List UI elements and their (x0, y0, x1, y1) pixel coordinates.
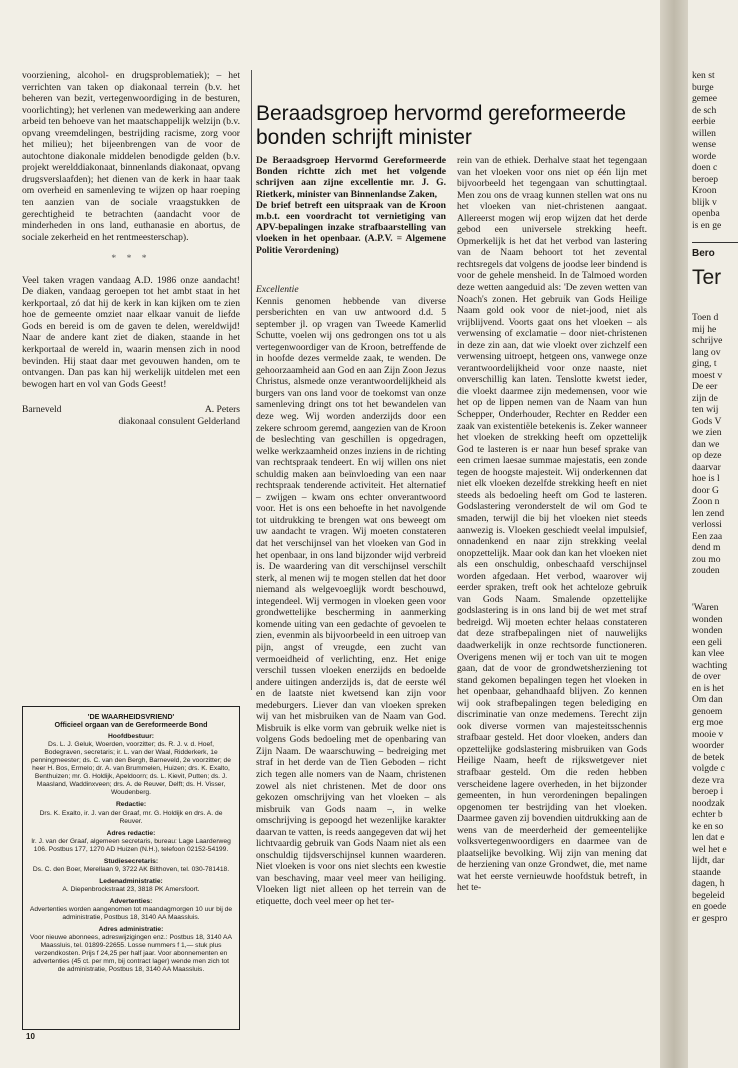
text-line: doen c (692, 162, 718, 173)
text-line: zijn de (692, 392, 718, 404)
colophon-body: A. Diepenbrockstraat 23, 3818 PK Amersfoort. (62, 885, 200, 893)
text-line: dagen, h (692, 878, 725, 889)
article-body: rein van de ethiek. Derhalve staat het tegengaan van het vloeken voor ons niet op één lijn met bijvoorbeeld het tegengaan van schuttingtaal. Men zou ons de vraag kunnen stellen wat ons nu het vloeken van niet-christenen aangaat. Allereerst mogen wij erop wijzen dat het derde gebod een universele strekking heeft. Opmerkelijk is het dat het verbod van lastering van de Naam behoort tot het zevental rechtsregels dat volgens de joodse leer bindend is voor de gehele mensheid. In de Talmoed worden deze wetten aangeduid als: 'De zeven wetten van Noach's zonen. Het gebruik van Gods Heilige Naam gold ook voor de niet-jood, niet als vrijblijvend. Voorts gaat ons het vloeken – als verwensing of exclamatie – door niet-christenen in deze zin aan, dat wie vloekt over zichzelf een verwensing uitroept, hetgeen ons, vanwege onze verantwoordelijkheid voor onze naaste, niet onverschillig kan laten. Tenslotte kwetst ieder, die vloekt daarmee zijn medemensen, voor wie het op de lippen nemen van de Naam van hun Schepper, Onderhouder, Rechter en Redder een zaak van existentiële betekenis is. Zeker wanneer het vloeken de strekking heeft om opzettelijk God te lasteren is er naar hun besef sprake van een crimen laesae summae majestatis, een zonde tegen de hoogste majesteit. Wij onderkennen dat niet elk vloeken dezelfde strekking heeft en niet steeds als bedoeling heeft om God te lasteren. Godslastering veronderstelt de wil om God te smaden, terwijl die bij het vloeken niet steeds aanwezig is. Vloeken geschiedt veelal impulsief, onnadenkend en naar zijn strekking veelal onopzettelijk. Maar ook dan kan het vloeken niet als een onschuldig, onbeschaafd verschijnsel worden afgedaan. Het verbod, waarover wij eerder spraken, treft ook het achteloze gebruik van Gods Naam. Smalende opzettelijke godslastering is in ons land bij de wet met straf bedreigd. Wij moeten echter helaas constateren dat deze strafbepalingen niet of nauwelijks daadwerkelijk in onze rechtsorde functioneren. Overigens menen wij er toch van uit te mogen gaan, dat de voor de grondwetsherziening tot stand gekomen bepalingen tegen het vloeken in het openbaar, gehandhaafd blijven. Zo kennen wij ook strafbepalingen tegen belediging en discriminatie van onze medemens. Terecht zijn ook diverse vormen van majesteitsschennis strafbaar gesteld. Het door vloeken, anders dan opzettelijke godslastering misbruiken van Gods Heilige Naam, heeft de rijkswetgever niet strafbaar gesteld. Om die reden hebben verscheidene lagere overheden, in het bijzonder gemeenten, in hun verordeningen bepalingen opgenomen ter bestrijding van het vloeken. Daarmee gaven zij bovendien uitdrukking aan de wens van de meerderheid der gemeentelijke volksvertegenwoordigers en daarmee van de plaatselijke bevolking. Wij zijn van mening dat de herziening van onze Grondwet, die, met name wat het eerste vernieuwde hoofdstuk betreft, in het te- (457, 155, 647, 894)
text-line: Om dan (692, 694, 723, 705)
text-line: Toen d (692, 312, 719, 323)
text-line: Kroon (692, 185, 717, 196)
colophon-body: Ir. J. van der Graaf, algemeen secretaris, bureau: Lage Laarderweg 106. Postbus 177, 1270 AD Huizen (N.H.), telefoon 02152-54199. (31, 837, 231, 853)
text-line: en is het (692, 682, 724, 694)
colophon-heading: Adres administratie: (98, 926, 164, 934)
text-line: worde (692, 150, 716, 162)
text-line: schrijve (692, 335, 723, 346)
text-line: er gespro (692, 912, 728, 924)
text-line: openba (692, 208, 720, 219)
text-line: beroep i (692, 786, 724, 797)
text-line: de betek (692, 751, 725, 763)
text-line: Een zaa (692, 530, 723, 542)
colophon-heading: Advertenties: (109, 897, 153, 905)
text-line: op deze (692, 450, 722, 461)
text-line: verlossi (692, 519, 722, 530)
page-fold (660, 0, 688, 1068)
colophon-heading: Redactie: (115, 801, 147, 809)
text-line: staande (692, 866, 721, 878)
article-intro (256, 155, 446, 256)
text-line: wel het e (692, 843, 727, 855)
text-line: erg moe (692, 717, 723, 728)
next-page-section-label: Bero (692, 248, 715, 259)
text-line: woorder (692, 740, 724, 751)
left-column-paragraph: Veel taken vragen vandaag A.D. 1986 onze aandacht! De diaken, vandaag geroepen tot het ambt staat in het kerkportaal, zó dat hij de kerk in kan kijken om te zien hoe de gemeente omziet naar elkaar vanuit de liefde Gods en bereid is om de gaven te delen, wereldwijd! Naar de andere kant ziet de diaken, staande in het kerkportaal de wereld in, waarin mensen zich in nood bevinden. Hij staat daar met gevouwen handen, om te ontvangen. Dan pas kan hij werkelijk uitdelen met een bewogen hart en vol van Gods Geest! (22, 274, 240, 390)
text-line: de sch (692, 104, 717, 116)
colophon-heading: Adres redactie: (106, 829, 156, 837)
text-line: dend m (692, 542, 721, 553)
colophon-title: 'DE WAARHEIDSVRIEND' (87, 712, 175, 721)
text-line: beroep (692, 173, 719, 185)
next-page-column (692, 312, 724, 577)
colophon-body: Voor nieuwe abonnees, adreswijzigingen enz.: Postbus 18, 3140 AA Maassluis, tel. 01899-22655. Losse nummers f 1,— stuk plus verzendkosten. Prijs f 24,25 per half jaar. Voor abonnementen en advertenties (45 ct. per mm, bij contract lager) wende men zich tot de administratie, Postbus 18, 3140 AA Maassluis. (30, 934, 232, 974)
text-line: Gods V (692, 415, 722, 427)
text-line: daarvar (692, 461, 721, 473)
colophon-subtitle: Officieel orgaan van de Gereformeerde Bond (54, 720, 208, 730)
page-number: 10 (26, 1032, 35, 1041)
article-headline: Beraadsgroep hervormd gereformeerde bonden schrijft minister (256, 102, 627, 149)
colophon-body: Ds. L. J. Geluk, Woerden, voorzitter; ds. R. J. v. d. Hoef, Bodegraven, secretaris; ir. L. van der Waal, Ridderkerk, 1e penningmeester; ds. C. van den Bergh, Barneveld, 2e voorzitter; de heer H. Bos, Ermelo; dr. A. van Brummelen, Huizen; drs. K. Exalto, Benthuizen; mr. G. Holdijk, Apeldoorn; ds. L. Kievit, Putten; ds. J. Maasland, Waddinxveen; drs. A. de Reuver, Delft; ds. H. Visser, Woudenberg. (31, 741, 231, 797)
text-line: zouden (692, 565, 720, 576)
newspaper-page-right-edge (688, 0, 738, 1068)
colophon-heading: Studiesecretaris: (103, 857, 159, 865)
signature-name: A. Peters (204, 404, 240, 416)
text-line: hoe is l (692, 473, 720, 484)
signature-role: diakonaal consulent Gelderland (118, 415, 240, 427)
text-line: de over (692, 671, 721, 682)
article-salutation: Excellentie (256, 284, 299, 295)
text-line: wonden (692, 625, 723, 636)
text-line: gemee (692, 93, 718, 104)
text-line: lijdt, dar (692, 855, 725, 866)
text-line: moest v (692, 369, 723, 381)
text-line: Zoon n (692, 496, 720, 507)
next-page-column (692, 70, 721, 231)
signature-block (22, 404, 240, 427)
text-line: lang ov (692, 346, 721, 358)
section-divider: * * * (111, 253, 151, 265)
text-line: dan we (692, 438, 720, 450)
text-line: begeleid (692, 889, 725, 901)
left-column (22, 70, 240, 427)
text-line: ken st (692, 70, 715, 81)
left-column-paragraph: voorziening, alcohol- en drugsproblematiek); – het verrichten van taken op diakonaal terrein (b.v. het beheren van bezit, vertegenwoordiging in de besturen, voorlichting); het verlenen van medewerking aan andere arbeid ten behoeve van het maatschappelijk welzijn (b.v. opvang vreemdelingen, bestrijding racisme, zorg voor het milieu); het bijeenbrengen van de voor de autochtone diakonale middelen benodigde gelden (b.v. projekt werelddiakonaat, binnenlands diakonaat, opvang drugsverslaafden); het dienen van de kerk in haar taak om overheid en samenleving te wijzen op haar roeping ten aanzien van de sociale vraagstukken de gerechtigheid te betrachten (aandacht voor de minderheden in ons land, euthanasie en abortus, de sociale zekerheid en het rentmeesterschap). (22, 70, 240, 243)
colophon-heading: Ledenadministratie: (99, 877, 163, 885)
text-line: en goede (692, 901, 727, 912)
text-line: een geli (692, 636, 723, 648)
colophon-heading: Hoofdbestuur: (107, 733, 155, 741)
text-line: genoem (692, 705, 723, 717)
colophon-body: Ds. C. den Boer, Merellaan 9, 3722 AK Bilthoven, tel. 030-781418. (32, 865, 230, 873)
text-line: De eer (692, 381, 718, 392)
colophon-body: Advertenties worden aangenomen tot maandagmorgen 10 uur bij de administratie, Postbus 18, 3140 AA Maassluis. (29, 905, 233, 922)
text-line: deze vra (692, 774, 725, 786)
text-line: ten wij (692, 404, 719, 415)
text-line: wachting (692, 659, 728, 671)
text-line: door G (692, 484, 719, 496)
text-line: len dat e (692, 832, 725, 843)
article-column-right (457, 155, 647, 894)
text-line: len zend (692, 507, 725, 519)
text-line: wense (692, 139, 716, 150)
text-line: blijk v (692, 196, 717, 208)
colophon-body: Drs. K. Exalto, ir. J. van der Graaf, mr. G. Holdijk en drs. A. de Reuver. (39, 809, 223, 825)
text-line: noodzak (692, 797, 725, 809)
next-page-headline: Ter (692, 266, 722, 289)
colophon-box (22, 706, 240, 1030)
text-line: volgde c (692, 763, 725, 774)
article-intro-paragraph: De Beraadsgroep Hervormd Gereformeerde Bonden richtte zich met het volgende schrijven aan zijne excellentie mr. J. G. Rietkerk, minister van Binnenlandse Zaken, (256, 155, 446, 200)
article-intro-paragraph: De brief betreft een uitspraak van de Kroon m.b.t. een voordracht tot vernietiging van APV-bepalingen inzake strafbaarstelling van vloeken in het openbaar. (A.P.V. = Algemene Politie Verordening) (256, 199, 446, 256)
text-line: zou mo (692, 553, 721, 565)
text-line: echter b (692, 809, 723, 820)
text-line: wonden (692, 613, 723, 625)
text-line: mij he (692, 323, 717, 335)
text-line: eerbie (692, 116, 716, 127)
column-rule (251, 70, 252, 690)
article-body: Kennis genomen hebbende van diverse persberichten en van uw antwoord d.d. 5 september jl. op vragen van Tweede Kamerlid Schutte, voelen wij ons gedrongen ons tot u als vertegenwoordiger van de Kroon, betreffende de in hoofde dezes vermelde zaak, te wenden. De gehoorzaamheid aan God en aan Zijn Zoon Jezus Christus, alsmede onze verantwoordelijkheid als burgers van ons land voor de toekomst van onze samenleving dringt ons tot het bewandelen van deze weg. Wij worden anderzijds door een zekere schroom geremd, aangezien van de Kroon de beslechting van geschillen is opgedragen, welke werkzaamheid onzes inziens in de richting van rechtspraak tendeert. En wij willen ons niet schuldig maken aan beïnvloeding van een naar rechtspraak tenderende activiteit. Het alternatief – zwijgen – kwam ons echter onverantwoord voor. Het is ons een behoefte in het navolgende tot uitdrukking te brengen wat ons beweegt om uw aandacht te vragen. Wij moeten constateren dat het verschijnsel van het vloeken van God in het openbaar, in ons land bijzonder wijd verbreid is. De waardering van dit verschijnsel verschilt sterk, al menen wij te mogen stellen dat het door niemand als welgevoeglijk wordt beschouwd, integendeel. Wij vermogen in vloeken geen voor grondwettelijke bescherming in aanmerking komende uiting van een gedachte of gevoelen te zien, evenmin als bijvoorbeeld in een uitroep van pijn, angst of vreugde, een zucht van vermoeidheid of verlichting, enz. Het enige verschil tussen vloeken enerzijds en bedoelde andere uitingen anderzijds is, dat de eerste wél en de laatste niet kwetsend kan zijn voor medeburgers. Liever dan van vloeken spreken wij van het misbruiken van de Naam van God. Misbruik is elke vorm van gebruik welke niet is volgens Gods bedoeling met de openbaring van Zijn Naam. De waarschuwing – bedreiging met straf in het derde van de Tien Geboden – richt zich tegen alle nomers van de Naam, christenen zowel als niet christenen. Met de door ons gekozen omschrijving van het vloeken – als misbruik van Gods naam –, in welke omschrijving is gepoogd het wezenlijke karakter daarvan te vatten, is reeds aangegeven dat wij het lichtvaardig gebruik van Gods Naam niet als een onschuldig tijdsverschijnsel kunnen waarderen. Niet vloeken is voor ons niet slechts een kwestie van beschaving, maar veel meer van heiliging. Vloeken ligt niet alleen op het terrein van de etiquette, doch veel meer op het ter- (256, 295, 446, 907)
text-line: mooie v (692, 728, 724, 740)
text-line: ke en so (692, 820, 724, 832)
text-line: kan vlee (692, 648, 725, 659)
text-line: burge (692, 81, 714, 93)
text-line: we zien (692, 427, 722, 438)
text-line: is en ge (692, 219, 722, 231)
article-column-middle (256, 284, 446, 908)
next-page-column (692, 602, 727, 924)
text-line: ging, t (692, 358, 717, 369)
section-rule (692, 242, 738, 243)
text-line: 'Waren (692, 602, 719, 613)
text-line: willen (692, 127, 716, 139)
signature-place: Barneveld (22, 404, 62, 416)
